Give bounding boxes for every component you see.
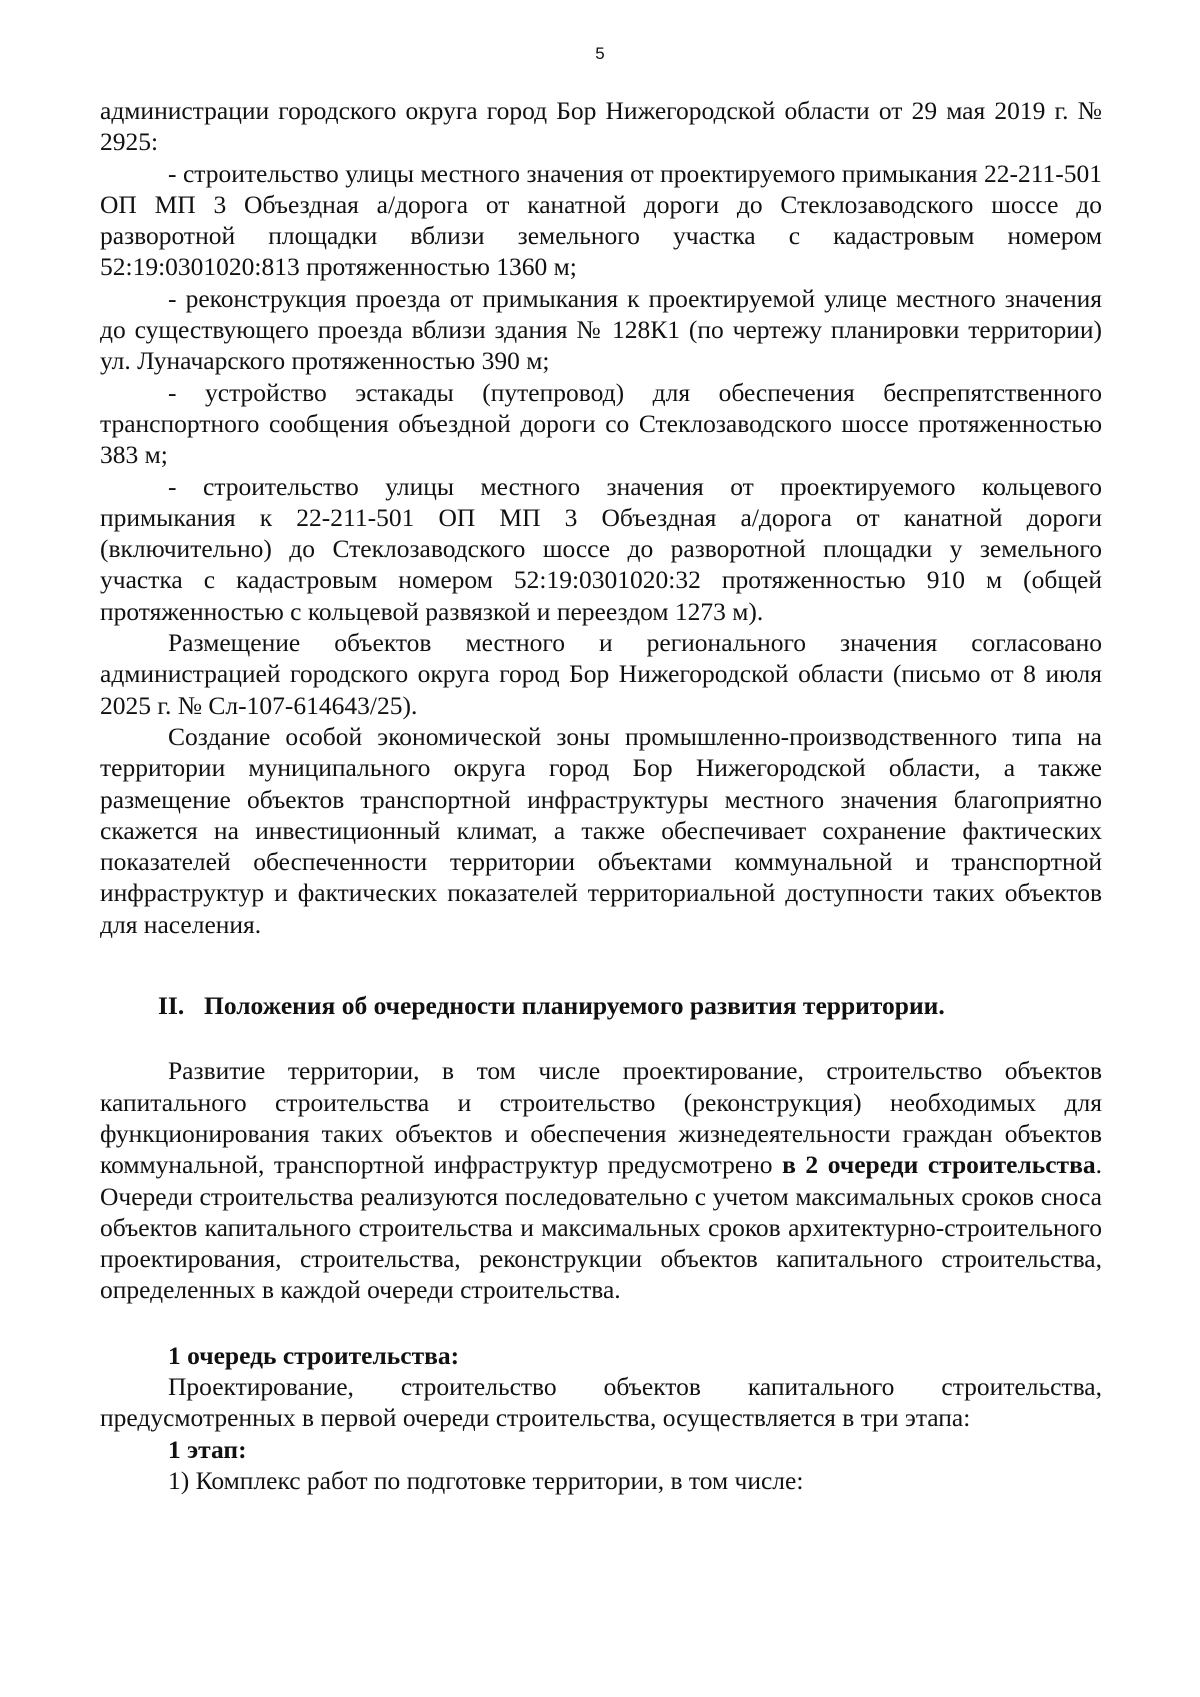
spacer bbox=[100, 940, 1102, 990]
queue-1-heading: 1 очередь строительства: bbox=[168, 1340, 460, 1370]
spacer bbox=[100, 1021, 1102, 1055]
paragraph-territory-development bbox=[100, 1055, 1102, 1305]
paragraph-administration-decree: администрации городского округа город Бор Нижегородской области от 29 мая 2019 г. № 2925: bbox=[100, 96, 1102, 157]
paragraph-economic-zone: Создание особой экономической зоны промышленно-производственного типа на территории муниципального округа город Бор Нижегородской области, а также размещение объектов транспортной инфраструктуры местного значения благоприятно скажется на инвестиционный климат, а также обеспечивает сохранение фактических показателей обеспеченности территории объектами коммунальной и транспортной инфраструктур и фактических показателей территориальной доступности таких объектов для населения. bbox=[100, 721, 1102, 939]
document-body bbox=[100, 95, 1102, 1496]
text-segment: . Очереди строительства реализуются последовательно с учетом максимальных сроков сноса объектов капитального строительства и максимальных сроков архитектурно-строительного проектирования, строительства, реконструкции объектов капитального строительства, определенных в каждой очереди строительства. bbox=[100, 1150, 1102, 1305]
section-title: Положения об очередности планируемого развития территории. bbox=[204, 991, 945, 1021]
list-item-street-ring-junction: - строительство улицы местного значения от проектируемого кольцевого примыкания к 22-211-501 ОП МП 3 Объездная а/дорога от канатной дороги (включительно) до Стеклозаводского шоссе до разворотной площадки у земельного участка с кадастровым номером 52:19:0301020:32 протяженностью 910 м (общей протяженностью с кольцевой развязкой и переездом 1273 м). bbox=[100, 471, 1102, 626]
stage-1-heading: 1 этап: bbox=[168, 1434, 247, 1464]
paragraph-placement-approval: Размещение объектов местного и регионального значения согласовано администрацией городского округа город Бор Нижегородской области (письмо от 8 июля 2025 г. № Сл-107-614643/25). bbox=[100, 628, 1102, 720]
list-item-street-construction: - строительство улицы местного значения от проектируемого примыкания 22-211-501 ОП МП 3 Объездная а/дорога от канатной дороги до Стеклозаводского шоссе до разворотной площадки вблизи земельного участка с кадастровым номером 52:19:0301020:813 протяженностью 1360 м; bbox=[100, 158, 1102, 282]
text-segment-bold: в 2 очереди строительства bbox=[782, 1150, 1096, 1180]
text-segment: Развитие территории, в том числе проектирование, строительство объектов капитального строительства и строительство (реконструкция) необходимых для функционирования таких объектов и обеспечения жизнедеятельности граждан объектов коммунальной, транспортной инфраструктур предусмотрено bbox=[100, 1056, 1102, 1180]
section-number: II. bbox=[158, 991, 185, 1021]
list-item-passage-reconstruction: - реконструкция проезда от примыкания к проектируемой улице местного значения до существующего проезда вблизи здания № 128К1 (по чертежу планировки территории) ул. Луначарского протяженностью 390 м; bbox=[100, 283, 1102, 376]
list-item-overpass: - устройство эстакады (путепровод) для обеспечения беспрепятственного транспортного сообщения объездной дороги со Стеклозаводского шоссе протяженностью 383 м; bbox=[100, 377, 1102, 470]
stage-1-item-1: 1) Комплекс работ по подготовке территории, в том числе: bbox=[168, 1465, 804, 1495]
paragraph-queue-1: Проектирование, строительство объектов капитального строительства, предусмотренных в первой очереди строительства, осуществляется в три этапа: bbox=[100, 1371, 1102, 1433]
page-number: 5 bbox=[595, 44, 605, 63]
spacer bbox=[100, 1306, 1102, 1340]
section-heading bbox=[100, 990, 1102, 1021]
